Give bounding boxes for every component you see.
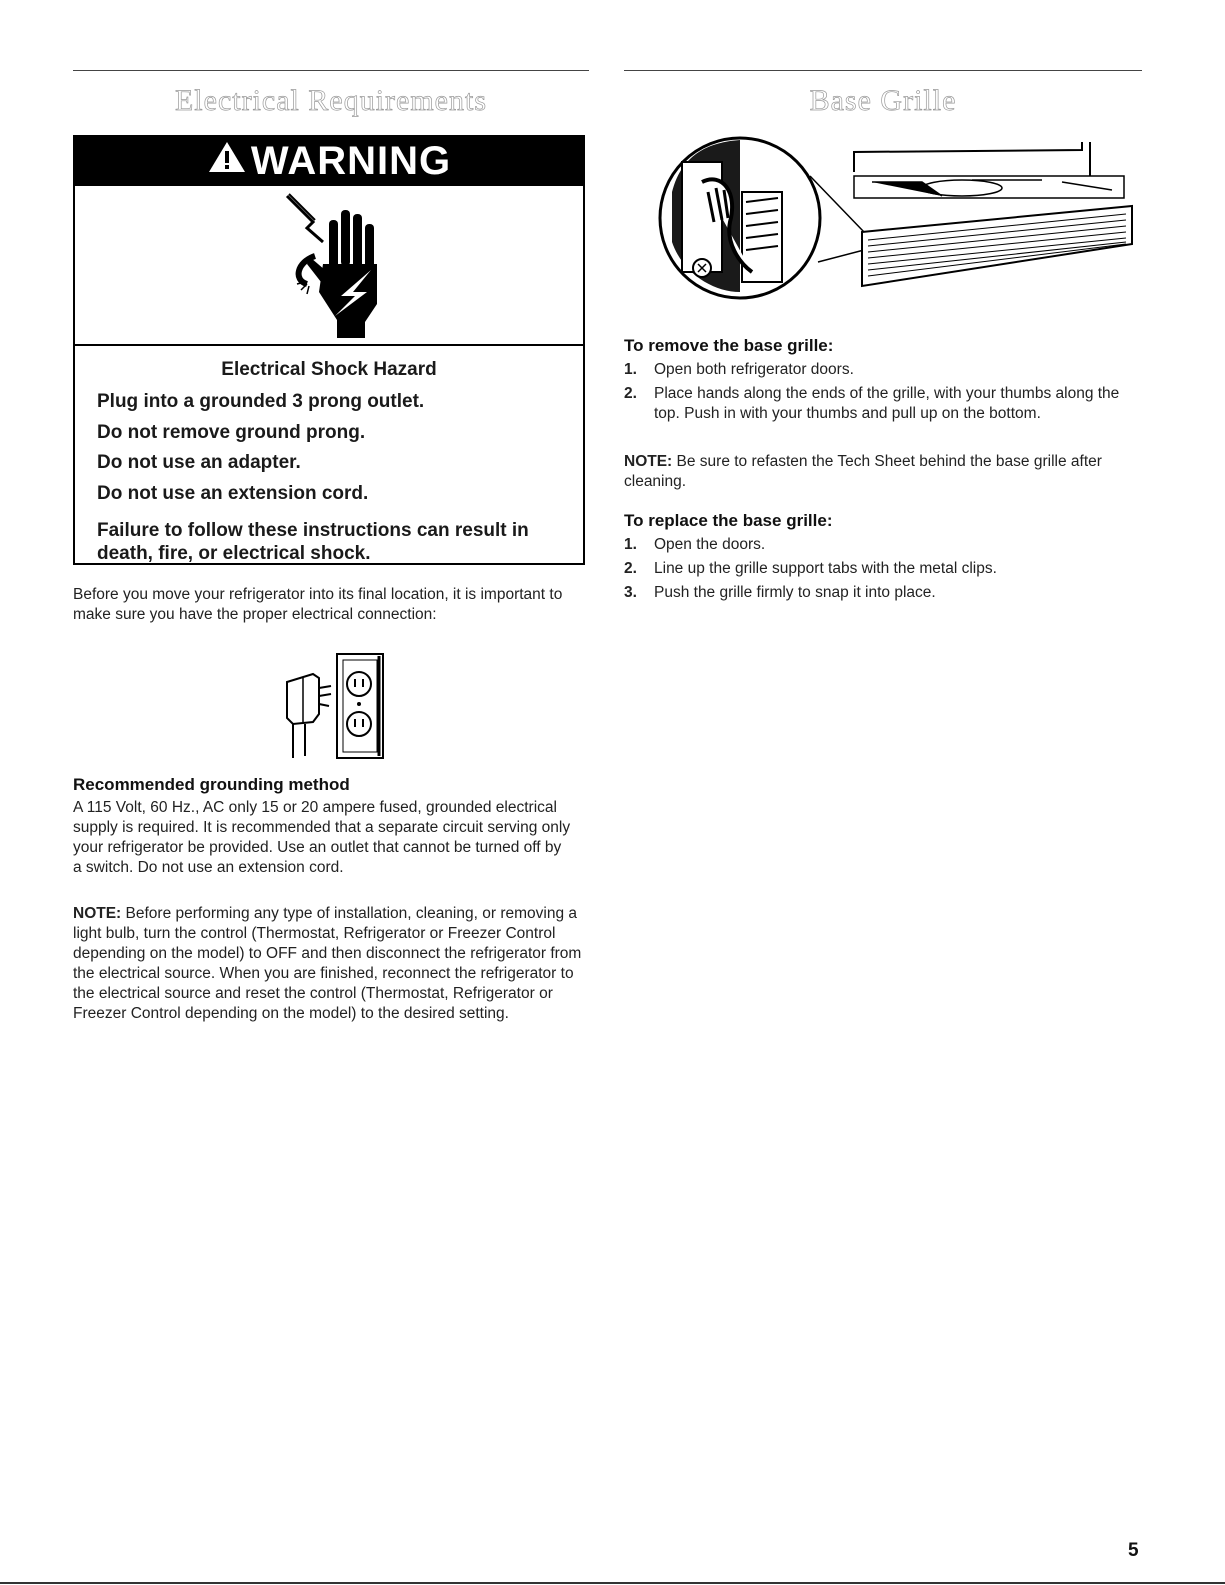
hazard-title: Electrical Shock Hazard (221, 359, 437, 380)
step-text: Line up the grille support tabs with the metal clips. (654, 560, 997, 577)
step-number: 3. (624, 584, 637, 601)
electric-shock-hand-icon (267, 192, 407, 342)
section-divider (73, 70, 589, 71)
replace-heading: To replace the base grille: (624, 511, 833, 530)
warning-line: Failure to follow these instructions can result in death, fire, or electrical shock. (97, 519, 529, 564)
grounding-paragraph: A 115 Volt, 60 Hz., AC only 15 or 20 ampere fused, grounded electrical supply is required. It is recommended that a separate circuit serving only your refrigerator be provided. Use an outlet that cannot be turned off by a switch. Do not use an extension cord. (73, 799, 571, 876)
warning-box (73, 135, 585, 565)
step-text: Place hands along the ends of the grille, with your thumbs along the top. Push in with your thumbs and pull up on the bottom. (654, 385, 1120, 422)
right-note-paragraph (624, 452, 1140, 492)
warning-header-text: WARNING (250, 139, 452, 183)
list-item (624, 535, 1134, 555)
plug-and-outlet-illustration (273, 652, 393, 762)
step-number: 1. (624, 361, 637, 378)
step-text: Open the doors. (654, 536, 766, 553)
shock-hazard-area (75, 186, 583, 346)
replace-steps-list (624, 535, 1134, 607)
note-text: Be sure to refasten the Tech Sheet behind the base grille after cleaning. (624, 453, 1102, 490)
warning-line: Do not use an adapter. (97, 452, 301, 474)
list-item (624, 559, 1134, 579)
warning-line: Plug into a grounded 3 prong outlet. (97, 390, 425, 412)
intro-paragraph: Before you move your refrigerator into its final location, it is important to make sure you have the proper electrical connection: (73, 586, 563, 623)
base-grille-illustration (642, 132, 1142, 307)
remove-heading: To remove the base grille: (624, 336, 834, 355)
warning-text (75, 346, 583, 566)
step-number: 1. (624, 536, 637, 553)
left-note-paragraph (73, 904, 589, 1024)
remove-steps-list (624, 360, 1134, 428)
page-number: 5 (1128, 1540, 1139, 1561)
list-item (624, 583, 1134, 603)
list-item (624, 360, 1134, 380)
grounding-heading: Recommended grounding method (73, 775, 350, 794)
warning-line: Do not use an extension cord. (97, 483, 369, 505)
step-number: 2. (624, 385, 637, 402)
section-title: Base Grille (809, 84, 957, 117)
warning-header (75, 137, 583, 186)
section-divider (624, 70, 1142, 71)
note-label: NOTE: (73, 905, 122, 922)
note-text: Before performing any type of installation, cleaning, or removing a light bulb, turn the control (Thermostat, Refrigerator or Freezer Control depending on the model) to OFF and then disconnect the refrigerator from the electrical source. When you are finished, reconnect the refrigerator to the electrical source and reset the control (Thermostat, Refrigerator or Freezer Control depending on the model) to the desired setting. (73, 905, 582, 1022)
bottom-divider (0, 1582, 1225, 1584)
step-number: 2. (624, 560, 637, 577)
step-text: Push the grille firmly to snap it into place. (654, 584, 936, 601)
note-label: NOTE: (624, 453, 673, 470)
list-item (624, 384, 1134, 424)
section-title: Electrical Requirements (174, 84, 488, 117)
warning-triangle-icon (207, 139, 247, 184)
warning-line: Do not remove ground prong. (97, 421, 366, 443)
step-text: Open both refrigerator doors. (654, 361, 854, 378)
